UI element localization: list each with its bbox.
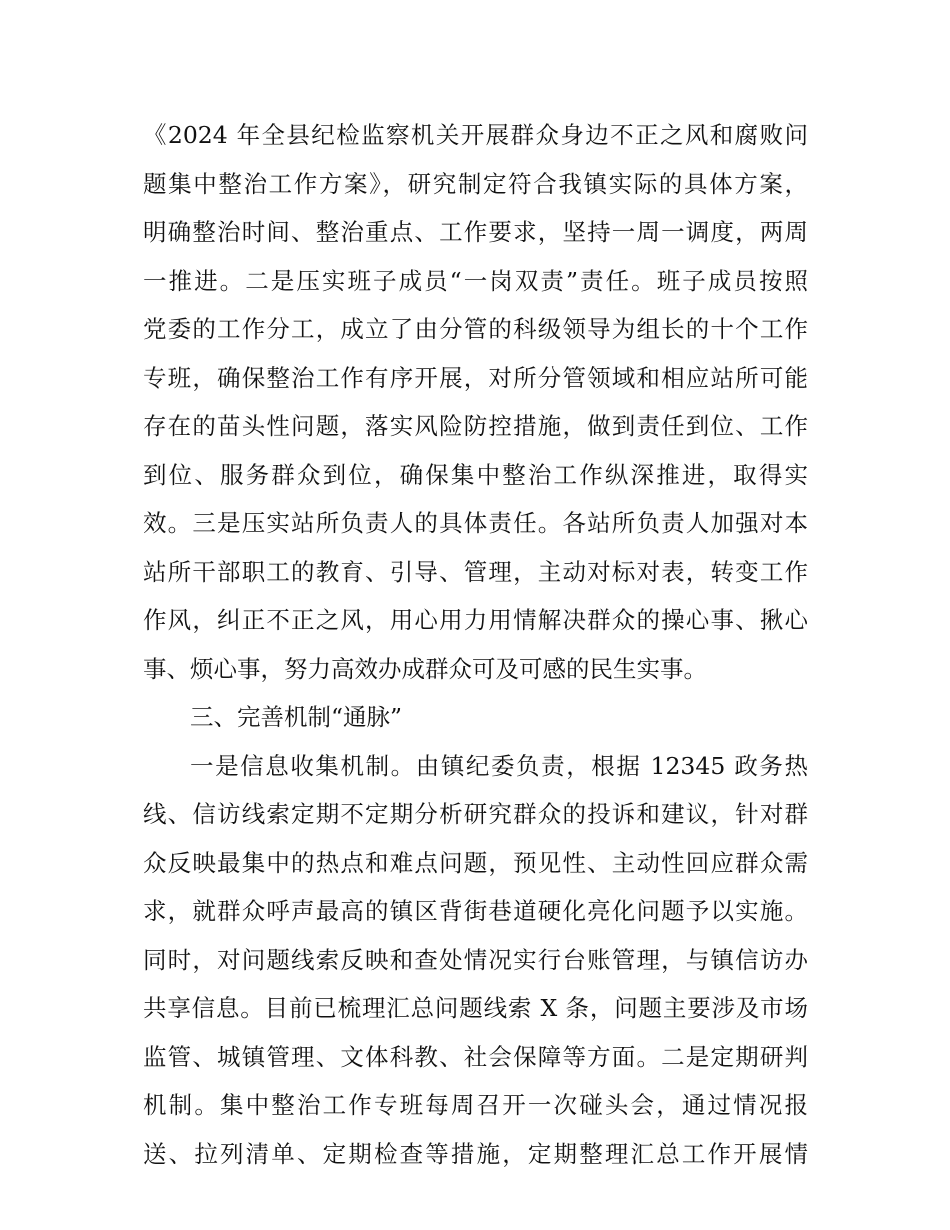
paragraph-line: 机制。集中整治工作专班每周召开一次碰头会，通过情况报 [143, 1091, 808, 1119]
paragraph-line: 事、烦心事，努力高效办成群众可及可感的民生实事。 [143, 655, 707, 683]
paragraph-line: 作风，纠正不正之风，用心用力用情解决群众的操心事、揪心 [143, 606, 808, 634]
paragraph-line: 共享信息。目前已梳理汇总问题线索 X 条，问题主要涉及市场 [143, 994, 808, 1022]
paragraph-line: 《2024 年全县纪检监察机关开展群众身边不正之风和腐败问 [143, 121, 808, 149]
paragraph-line: 题集中整治工作方案》，研究制定符合我镇实际的具体方案， [143, 170, 808, 198]
paragraph-line: 一推进。二是压实班子成员“一岗双责”责任。班子成员按照 [143, 267, 808, 295]
section-heading: 三、完善机制“通脉” [190, 703, 403, 731]
paragraph-line: 线、信访线索定期不定期分析研究群众的投诉和建议，针对群 [143, 800, 808, 828]
paragraph-line: 监管、城镇管理、文体科教、社会保障等方面。二是定期研判 [143, 1043, 808, 1071]
paragraph-line: 存在的苗头性问题，落实风险防控措施，做到责任到位、工作 [143, 412, 808, 440]
paragraph-line: 同时，对问题线索反映和查处情况实行台账管理，与镇信访办 [143, 946, 808, 974]
paragraph-line: 明确整治时间、整治重点、工作要求，坚持一周一调度，两周 [143, 218, 808, 246]
paragraph-line: 到位、服务群众到位，确保集中整治工作纵深推进，取得实 [143, 461, 808, 489]
paragraph-line: 专班，确保整治工作有序开展，对所分管领域和相应站所可能 [143, 364, 808, 392]
paragraph-line: 送、拉列清单、定期检查等措施，定期整理汇总工作开展情 [143, 1140, 808, 1168]
paragraph-line: 一是信息收集机制。由镇纪委负责，根据 12345 政务热 [190, 752, 808, 780]
paragraph-line: 求，就群众呼声最高的镇区背街巷道硬化亮化问题予以实施。 [143, 897, 808, 925]
paragraph-line: 党委的工作分工，成立了由分管的科级领导为组长的十个工作 [143, 315, 808, 343]
paragraph-line: 站所干部职工的教育、引导、管理，主动对标对表，转变工作 [143, 558, 808, 586]
paragraph-line: 众反映最集中的热点和难点问题，预见性、主动性回应群众需 [143, 849, 808, 877]
paragraph-line: 效。三是压实站所负责人的具体责任。各站所负责人加强对本 [143, 509, 808, 537]
